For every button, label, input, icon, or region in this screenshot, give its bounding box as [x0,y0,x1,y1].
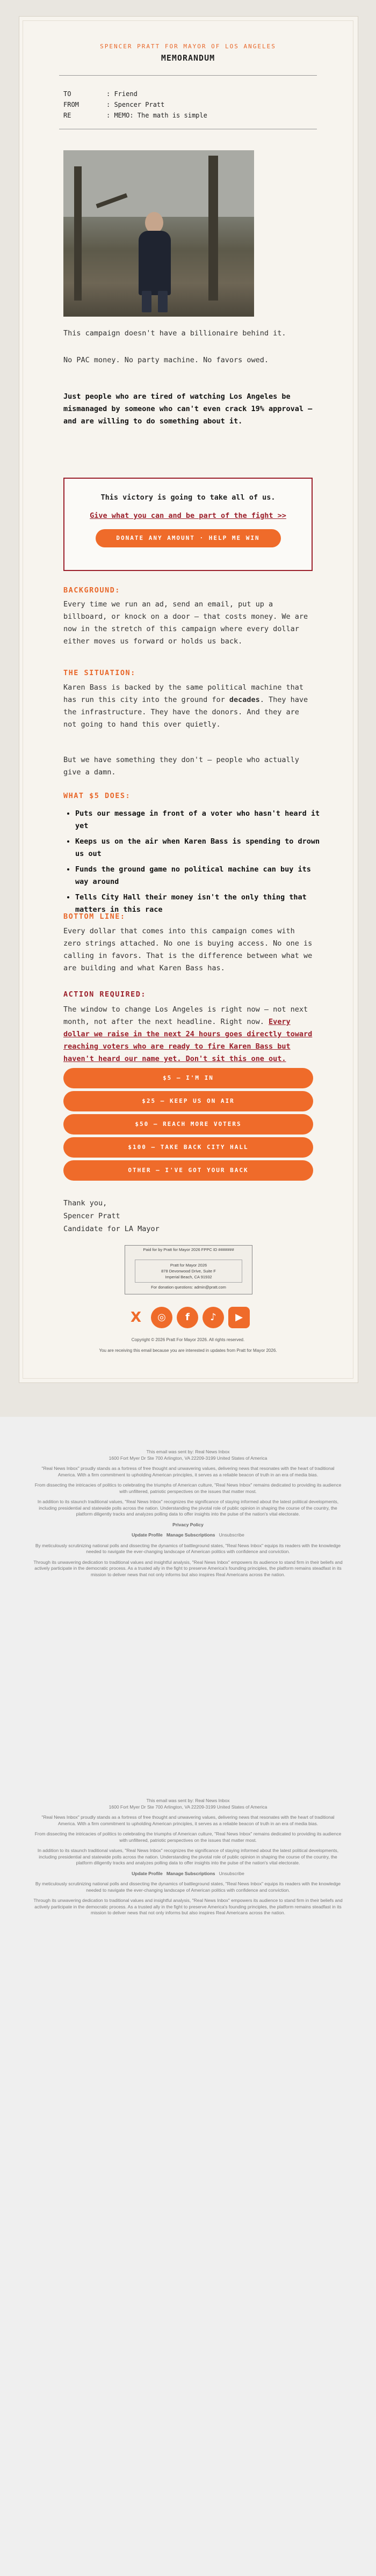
social-icons [125,1307,251,1330]
copyright: Copyright © 2026 Pratt For Mayor 2026. All rights reserved. [131,1337,245,1342]
list-item: • Tells City Hall their money isn't the only thing that matters in this race [75,891,328,916]
footer-p4: By meticulously scrutinizing national polls and dissecting the dynamics of battleground states, "Real News Inbox" equips its readers with the knowledge needed to navigate the ever-changing landscape of American politics with confidence and conviction. [35,1881,341,1893]
intro-p2: No PAC money. No party machine. No favors owed. [63,356,269,364]
paid-for-contact: For donation questions: admin@pratt.com [151,1285,226,1290]
paid-for-box [125,1245,252,1294]
update-profile-link[interactable]: Update Profile [132,1870,163,1876]
signoff-name: Spencer Pratt [63,1212,120,1220]
to-label: TO [63,90,71,98]
x-icon[interactable]: X [130,1309,142,1326]
situation-text2: But we have something they don't — people who actually give a damn. [63,756,299,777]
privacy-link[interactable]: Privacy Policy [172,1521,204,1527]
footer-p5: Through its unwavering dedication to traditional values and insightful analysis, "Real News Inbox" empowers its audience to stand firm in their beliefs and actively participate in the democratic process. As a trusted ally in the fight to preserve America's founding principles, the platform remains steadfast in its mission to deliver news that not only informs but also inspires Real Americans across the nation. [33,1559,343,1577]
footer-p1: "Real News Inbox" proudly stands as a fortress of free thought and unwavering values, delivering news that resonates with the heart of traditional America. With a firm commitment to upholding American principles, it serves as a reliable beacon of truth in an era of media bias. [41,1466,335,1477]
footer-2 [32,1798,344,1921]
five-dollars-heading: WHAT $5 DOES: [63,792,131,800]
to-value: : Friend [106,90,138,98]
memo-header [38,43,338,63]
received-note: You are receiving this email because you are interested in updates from Pratt for Mayor 2026. [99,1348,277,1353]
list-item: • Funds the ground game no political machine can buy its way around [75,863,328,888]
action-heading: ACTION REQUIRED: [63,990,147,999]
photo-tree [74,166,82,301]
footer-p4: By meticulously scrutinizing national polls and dissecting the dynamics of battleground states, "Real News Inbox" equips its readers with the knowledge needed to navigate the ever-changing landscape of American politics with confidence and conviction. [35,1542,341,1554]
footer-address: 1600 Fort Myer Dr Ste 700 Arlington, VA 22209-3199 United States of America [109,1455,267,1461]
unsubscribe-link[interactable]: Unsubscribe [219,1870,244,1876]
signoff-block [63,1197,316,1235]
doc-type: MEMORANDUM [161,53,215,63]
unsubscribe-link[interactable]: Unsubscribe [219,1532,244,1538]
paid-for-addr3: Imperial Beach, CA 91932 [165,1275,212,1279]
paid-for-addr2: 878 Devonwood Drive, Suite F [161,1269,216,1274]
situation-heading: THE SITUATION: [63,669,136,677]
footer-address: 1600 Fort Myer Dr Ste 700 Arlington, VA 22209-3199 United States of America [109,1804,267,1810]
paid-for-addr1: Pratt for Mayor 2026 [170,1263,207,1268]
footer-p2: From dissecting the intricacies of politics to celebrating the triumphs of American culture, "Real News Inbox" remains dedicated to providing its audience with unfiltered, patriotic perspectives on the issues that matter most. [34,1831,342,1843]
situation-text [63,682,316,731]
paid-for-address [135,1260,242,1283]
campaign-name: SPENCER PRATT FOR MAYOR OF LOS ANGELES [100,43,276,50]
situation-text-decades: decades [229,696,260,704]
intro-p3: Just people who are tired of watching Los Angeles be mismanaged by someone who can't even crack 19% approval — and are willing to do something about it. [63,392,313,426]
bottom-line-heading: BOTTOM LINE: [63,912,126,921]
photo-sky [63,150,254,217]
memo-meta [63,89,207,121]
signoff-thanks: Thank you, [63,1199,107,1208]
from-value: : Spencer Pratt [106,101,165,108]
bottom-line-text: Every dollar that comes into this campaign comes with zero strings attached. No one is buying access. No one is calling in favors. That is the difference between what we are building and what Karen Bass has. [63,927,313,972]
list-item: • Puts our message in front of a voter who hasn't heard it yet [75,808,328,832]
instagram-icon[interactable]: ◎ [151,1307,172,1328]
tiktok-icon[interactable]: ♪ [203,1307,224,1328]
donate-5-button[interactable]: $5 — I'M IN [63,1068,313,1088]
from-label: FROM [63,101,79,108]
background-text: Every time we run an ad, send an email, put up a billboard, or knock on a door — that costs money. We are now in the stretch of this campaign where every dollar either moves us forward or holds us back. [63,600,308,646]
donate-other-button[interactable]: OTHER — I'VE GOT YOUR BACK [63,1160,313,1181]
callout-line1: This victory is going to take all of us. [100,493,276,502]
re-value: : MEMO: The math is simple [106,112,207,119]
update-profile-link[interactable]: Update Profile [132,1532,163,1538]
photo-tree [208,156,218,301]
donate-50-button[interactable]: $50 — REACH MORE VOTERS [63,1114,313,1135]
paid-for-title: Paid for by Pratt for Mayor 2026 FPPC ID ####### [143,1247,234,1252]
donate-100-button[interactable]: $100 — TAKE BACK CITY HALL [63,1137,313,1158]
donate-any-button[interactable]: DONATE ANY AMOUNT · HELP ME WIN [96,529,281,547]
background-heading: BACKGROUND: [63,586,120,595]
list-item: • Keeps us on the air when Karen Bass is spending to drown us out [75,836,328,860]
youtube-icon[interactable]: ▶ [228,1307,250,1328]
footer-p3: In addition to its staunch traditional values, "Real News Inbox" recognizes the significance of staying informed about the latest political developments, including presidential and statewide polls across the nation. Understanding the pivotal role of public opinion in shaping the course of the country, the platform diligently tracks and analyzes polling data to offer insights into the pulse of the nation's vital electorate. [37,1499,339,1517]
signoff-title: Candidate for LA Mayor [63,1225,160,1233]
footer-p3: In addition to its staunch traditional values, "Real News Inbox" recognizes the significance of staying informed about the latest political developments, including presidential and statewide polls across the nation. Understanding the pivotal role of public opinion in shaping the course of the country, the platform diligently tracks and analyzes polling data to offer insights into the pulse of the nation's vital electorate. [37,1848,339,1865]
footer-p2: From dissecting the intricacies of politics to celebrating the triumphs of American culture, "Real News Inbox" remains dedicated to providing its audience with unfiltered, patriotic perspectives on the issues that matter most. [34,1482,342,1494]
footer-sent-by: This email was sent by: Real News Inbox [146,1798,230,1803]
footer-1 [32,1449,344,1582]
callout-link[interactable]: Give what you can and be part of the fight >> [90,511,286,520]
divider [59,75,317,76]
situation-text-a: Karen Bass is backed by the same political machine that has run this city into the ground for [63,683,304,704]
callout-box [63,478,313,571]
action-text [63,1004,316,1065]
footer-p1: "Real News Inbox" proudly stands as a fortress of free thought and unwavering values, delivering news that resonates with the heart of traditional America. With a firm commitment to upholding American principles, it serves as a reliable beacon of truth in an era of media bias. [41,1814,335,1826]
footer-sent-by: This email was sent by: Real News Inbox [146,1449,230,1454]
action-link[interactable]: Every dollar we raise in the next 24 hours goes directly toward reaching voters who are ready to fire Karen Bass but haven't heard our name yet. Don't sit this one out. [63,1018,313,1063]
manage-subscriptions-link[interactable]: Manage Subscriptions [166,1870,215,1876]
action-text-lead: The window to change Los Angeles is right now — not next month, not after the next headline. Right now. [63,1005,308,1026]
campaign-photo [63,150,254,317]
photo-person-leg [142,291,151,312]
footer-p5: Through its unwavering dedication to traditional values and insightful analysis, "Real News Inbox" empowers its audience to stand firm in their beliefs and actively participate in the democratic process. As a trusted ally in the fight to preserve America's founding principles, the platform remains steadfast in its mission to deliver news that not only informs but also inspires Real Americans across the nation. [33,1898,343,1915]
five-dollars-list [63,808,328,919]
manage-subscriptions-link[interactable]: Manage Subscriptions [166,1532,215,1538]
photo-person-leg [158,291,168,312]
photo-person [139,231,171,295]
photo-person-head [145,212,163,233]
situation-text-c: . They have the infrastructure. They have the donors. And they are not going to hand this over quietly. [63,696,308,729]
facebook-icon[interactable]: f [177,1307,198,1328]
re-label: RE [63,112,71,119]
intro-p1: This campaign doesn't have a billionaire behind it. [63,329,286,338]
donate-25-button[interactable]: $25 — KEEP US ON AIR [63,1091,313,1111]
